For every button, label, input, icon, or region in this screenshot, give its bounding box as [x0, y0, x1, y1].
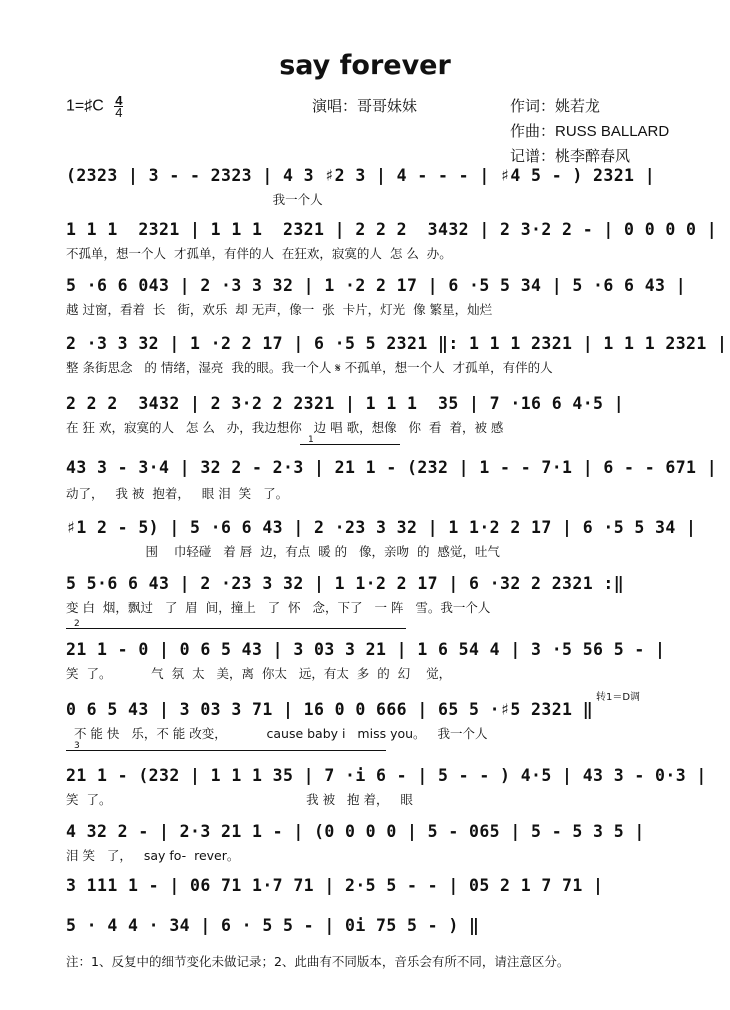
volta-bracket-3: [66, 741, 386, 759]
lyrics-line: 不 能 快 乐，不 能 改变， cause baby i miss you。 我一个人: [66, 726, 488, 741]
lyrics-line: 变 白 烟，飘过 了 眉 间，撞上 了 怀 念，下了 一 阵 雪。我一个人: [66, 600, 491, 615]
score-line: [66, 458, 718, 501]
lyrics-line: 泪 笑 了， say fo- rever。: [66, 848, 240, 863]
volta-number: 2: [74, 619, 80, 629]
volta-number: 1: [308, 435, 314, 445]
lyrics-line: 整 条街思念 的 情绪，湿亮 我的眼。我一个人 𝄋 不孤单，想一个人 才孤单，有伴的人: [66, 360, 553, 375]
score-line: [66, 876, 666, 906]
notation-line: 5 5·6 6 43 | 2 ·23 3 32 | 1 1·2 2 17 | 6 ·32 2 2321 :‖: [66, 574, 625, 593]
notation-line: 5 ·6 6 043 | 2 ·3 3 32 | 1 ·2 2 17 | 6 ·5 5 34 | 5 ·6 6 43 |: [66, 276, 687, 295]
score-line: [66, 276, 687, 317]
score-line: [66, 916, 666, 946]
notation-line: 1 1 1 2321 | 1 1 1 2321 | 2 2 2 3432 | 2 3·2 2 - | 0 0 0 0 |: [66, 220, 718, 239]
lyrics-line: 在 狂 欢，寂寞的人 怎 么 办，我边想你 边 唱 歌，想像 你 看 着，被 感: [66, 420, 504, 435]
score-line: [66, 640, 666, 680]
notation-line: 2 2 2 3432 | 2 3·2 2 2321 | 1 1 1 35 | 7 ·16 6 4·5 |: [66, 394, 625, 413]
notation-line: 2 ·3 3 32 | 1 ·2 2 17 | 6 ·5 5 2321 ‖: 1 1 1 2321 | 1 1 1 2321 |: [66, 334, 728, 353]
lyrics-line: 越 过窗，看着 长 街，欢乐 却 无声，像一 张 卡片，灯光 像 繁星，灿烂: [66, 302, 493, 317]
volta-bracket-1: [300, 435, 400, 453]
score-line: [66, 518, 697, 559]
score-line: [66, 822, 666, 862]
key-signature: [66, 95, 123, 118]
lyrics-line: 不孤单，想一个人 才孤单，有伴的人 在狂欢，寂寞的人 怎 么 办。: [66, 246, 452, 261]
time-signature-top: 4: [115, 93, 123, 108]
lyrics-line: 笑 了。 我 被 抱 着， 眼: [66, 792, 413, 807]
score-line: [66, 334, 728, 375]
transcriber-credit: 记谱：桃李醉春风: [510, 147, 631, 165]
score-line: [66, 394, 666, 434]
singer-credit: 演唱：哥哥妹妹: [312, 97, 418, 115]
score-line: [66, 220, 718, 261]
volta-bracket-2: [66, 619, 406, 637]
score-line: [66, 700, 666, 740]
score-line: [66, 574, 666, 614]
notation-line: 0 6 5 43 | 3 03 3 71 | 16 0 0 666 | 65 5 ·♯5 2321 ‖: [66, 700, 594, 719]
key-label: 1=♯C: [66, 97, 104, 115]
notation-line: 21 1 - 0 | 0 6 5 43 | 3 03 3 21 | 1 6 54 4 | 3 ·5 56 5 - |: [66, 640, 666, 659]
lyricist-credit: 作词：姚若龙: [510, 97, 601, 115]
song-title: say forever: [279, 50, 451, 81]
footnote: 注：1、反复中的细节变化未做记录；2、此曲有不同版本，音乐会有所不同，请注意区分。: [66, 954, 570, 969]
notation-line: 4 32 2 - | 2·3 21 1 - | (0 0 0 0 | 5 - 065 | 5 - 5 3 5 |: [66, 822, 645, 841]
lyrics-line: 笑 了。 气 氛 太 美，离 你太 远，有太 多 的 幻 觉，: [66, 666, 452, 681]
time-signature: [114, 95, 123, 118]
notation-line: 43 3 - 3·4 | 32 2 - 2·3 | 21 1 - (232 | 1 - - 7·1 | 6 - - 671 |: [66, 458, 718, 477]
lyrics-line: 我一个人: [66, 192, 323, 207]
time-signature-bottom: 4: [115, 105, 123, 120]
notation-line: 5 · 4 4 · 34 | 6 · 5 5 - | 0i 75 5 - ) ‖: [66, 916, 480, 935]
notation-line: (2323 | 3 - - 2323 | 4 3 ♯2 3 | 4 - - - | ♯4 5 - ) 2321 |: [66, 166, 656, 185]
lyrics-line: 围 巾轻碰 着 唇 边，有点 暖 的 像，亲吻 的 感觉，吐气: [66, 544, 500, 559]
notation-line: ♯1 2 - 5) | 5 ·6 6 43 | 2 ·23 3 32 | 1 1·2 2 17 | 6 ·5 5 34 |: [66, 518, 697, 537]
key-change-mark: 转1＝D调: [596, 692, 641, 703]
score-line: [66, 766, 707, 807]
composer-credit: 作曲：RUSS BALLARD: [510, 123, 670, 140]
notation-line: 3 111 1 - | 06 71 1·7 71 | 2·5 5 - - | 05 2 1 7 71 |: [66, 876, 604, 895]
notation-line: 21 1 - (232 | 1 1 1 35 | 7 ·i 6 - | 5 - - ) 4·5 | 43 3 - 0·3 |: [66, 766, 707, 785]
volta-number: 3: [74, 741, 80, 751]
lyrics-line: 动了， 我 被 抱着， 眼 泪 笑 了。: [66, 486, 289, 501]
score-line: [66, 166, 666, 206]
